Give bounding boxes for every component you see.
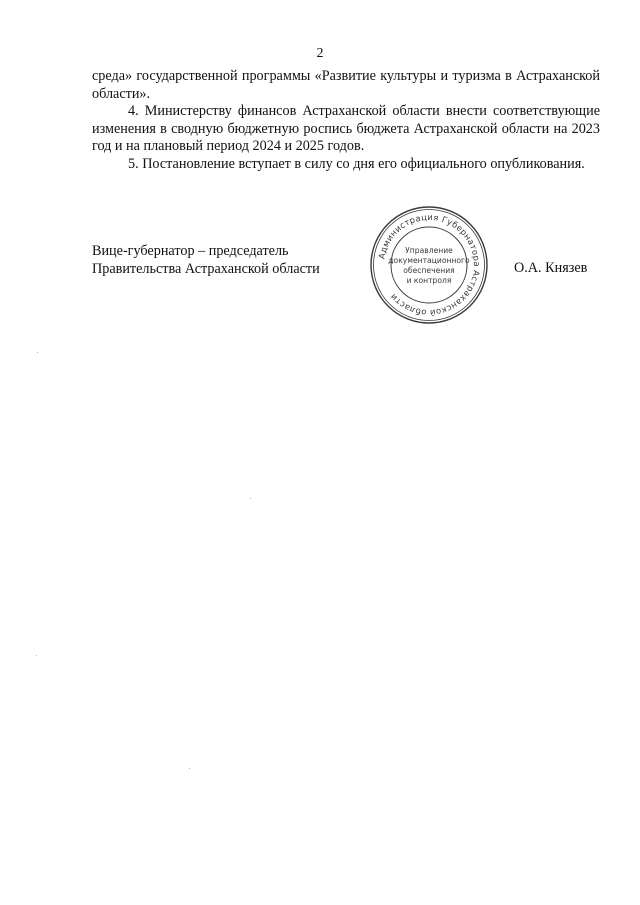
official-seal-stamp xyxy=(368,204,490,326)
paragraph-item-4: 4. Министерству финансов Астраханской области внести соответствующие изменения в сводную бюджетную роспись бюджета Астраханской области на 2023 год и на плановый период 2024 и 2025 годов. xyxy=(92,103,600,154)
svg-text:Администрация Губернатора Астр xyxy=(376,212,482,318)
seal-ring-text: Администрация Губернатора Астраханской области xyxy=(376,211,483,319)
scan-speck xyxy=(250,498,251,499)
seal-center-line-2: документационного xyxy=(388,256,470,265)
document-body xyxy=(92,68,600,173)
signer-title-line-2: Правительства Астраханской области xyxy=(92,260,320,277)
seal-center-line-4: и контроля xyxy=(406,276,452,285)
signature-block xyxy=(92,243,320,278)
page-number: 2 xyxy=(316,46,324,61)
scan-speck xyxy=(37,352,38,353)
signer-title-line-1: Вице-губернатор – председатель xyxy=(92,243,289,259)
seal-center-line-3: обеспечения xyxy=(403,266,455,275)
seal-center-line-1: Управление xyxy=(405,246,453,255)
paragraph-continuation: среда» государственной программы «Развитие культуры и туризма в Астраханской области». xyxy=(92,68,600,102)
paragraph-item-5: 5. Постановление вступает в силу со дня его официального опубликования. xyxy=(128,155,585,172)
scan-speck xyxy=(36,655,37,656)
scan-speck xyxy=(189,768,190,769)
signer-name: О.А. Князев xyxy=(514,260,588,276)
